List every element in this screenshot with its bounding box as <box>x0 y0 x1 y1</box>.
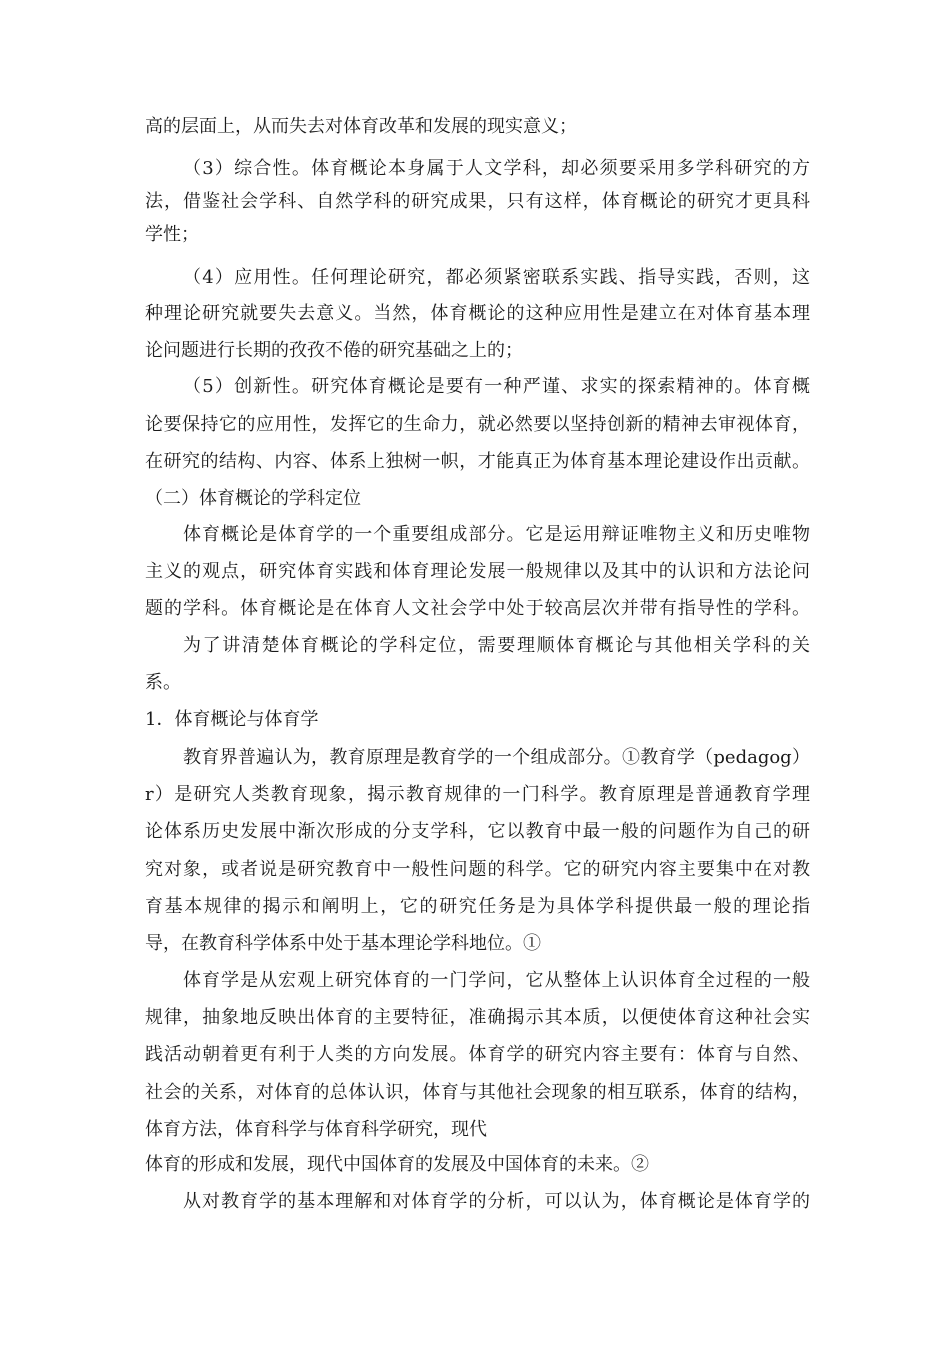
text-line: 论要保持它的应用性，发挥它的生命力，就必然要以坚持创新的精神去审视体育， <box>145 414 810 435</box>
text-line: 体育概论是体育学的一个重要组成部分。它是运用辩证唯物主义和历史唯物 <box>183 524 810 545</box>
text-line: 法，借鉴社会学科、自然学科的研究成果，只有这样，体育概论的研究才更具科 <box>145 191 810 212</box>
text-line: 题的学科。体育概论是在体育人文社会学中处于较高层次并带有指导性的学科。 <box>145 598 810 619</box>
text-line: 论问题进行长期的孜孜不倦的研究基础之上的； <box>145 340 523 361</box>
subsection-heading: 1．体育概论与体育学 <box>145 709 319 730</box>
text-line: 在研究的结构、内容、体系上独树一帜，才能真正为体育基本理论建设作出贡献。 <box>145 451 810 472</box>
text-line: 育基本规律的揭示和阐明上，它的研究任务是为具体学科提供最一般的理论指 <box>145 896 810 917</box>
text-line: 教育界普遍认为，教育原理是教育学的一个组成部分。①教育学（pedagog） <box>183 747 810 768</box>
text-line: （3）综合性。体育概论本身属于人文学科，却必须要采用多学科研究的方 <box>183 158 810 179</box>
text-line: 系。 <box>145 672 181 693</box>
text-line: 为了讲清楚体育概论的学科定位，需要理顺体育概论与其他相关学科的关 <box>183 635 810 656</box>
text-line: 主义的观点，研究体育实践和体育理论发展一般规律以及其中的认识和方法论问 <box>145 561 810 582</box>
text-line: 高的层面上，从而失去对体育改革和发展的现实意义； <box>145 116 577 137</box>
text-line: 导，在教育科学体系中处于基本理论学科地位。① <box>145 933 541 954</box>
text-line: 种理论研究就要失去意义。当然，体育概论的这种应用性是建立在对体育基本理 <box>145 303 810 324</box>
text-line: 践活动朝着更有利于人类的方向发展。体育学的研究内容主要有：体育与自然、 <box>145 1044 810 1065</box>
text-line: 社会的关系，对体育的总体认识，体育与其他社会现象的相互联系，体育的结构， <box>145 1082 810 1103</box>
text-line: （5）创新性。研究体育概论是要有一种严谨、求实的探索精神的。体育概 <box>183 376 810 397</box>
text-line: 体育的形成和发展，现代中国体育的发展及中国体育的未来。② <box>145 1154 649 1175</box>
text-line: 体育方法，体育科学与体育科学研究，现代 <box>145 1119 487 1140</box>
section-heading: （二）体育概论的学科定位 <box>145 488 361 509</box>
text-line: （4）应用性。任何理论研究，都必须紧密联系实践、指导实践，否则，这 <box>183 267 810 288</box>
text-line: 规律，抽象地反映出体育的主要特征，准确揭示其本质，以便使体育这种社会实 <box>145 1007 810 1028</box>
text-line: r）是研究人类教育现象，揭示教育规律的一门科学。教育原理是普通教育学理 <box>145 784 810 805</box>
text-line: 论体系历史发展中渐次形成的分支学科，它以教育中最一般的问题作为自己的研 <box>145 821 810 842</box>
text-line: 从对教育学的基本理解和对体育学的分析，可以认为，体育概论是体育学的 <box>183 1191 810 1212</box>
text-line: 体育学是从宏观上研究体育的一门学问，它从整体上认识体育全过程的一般 <box>183 970 810 991</box>
text-line: 学性； <box>145 224 199 245</box>
text-line: 究对象，或者说是研究教育中一般性问题的科学。它的研究内容主要集中在对教 <box>145 859 810 880</box>
